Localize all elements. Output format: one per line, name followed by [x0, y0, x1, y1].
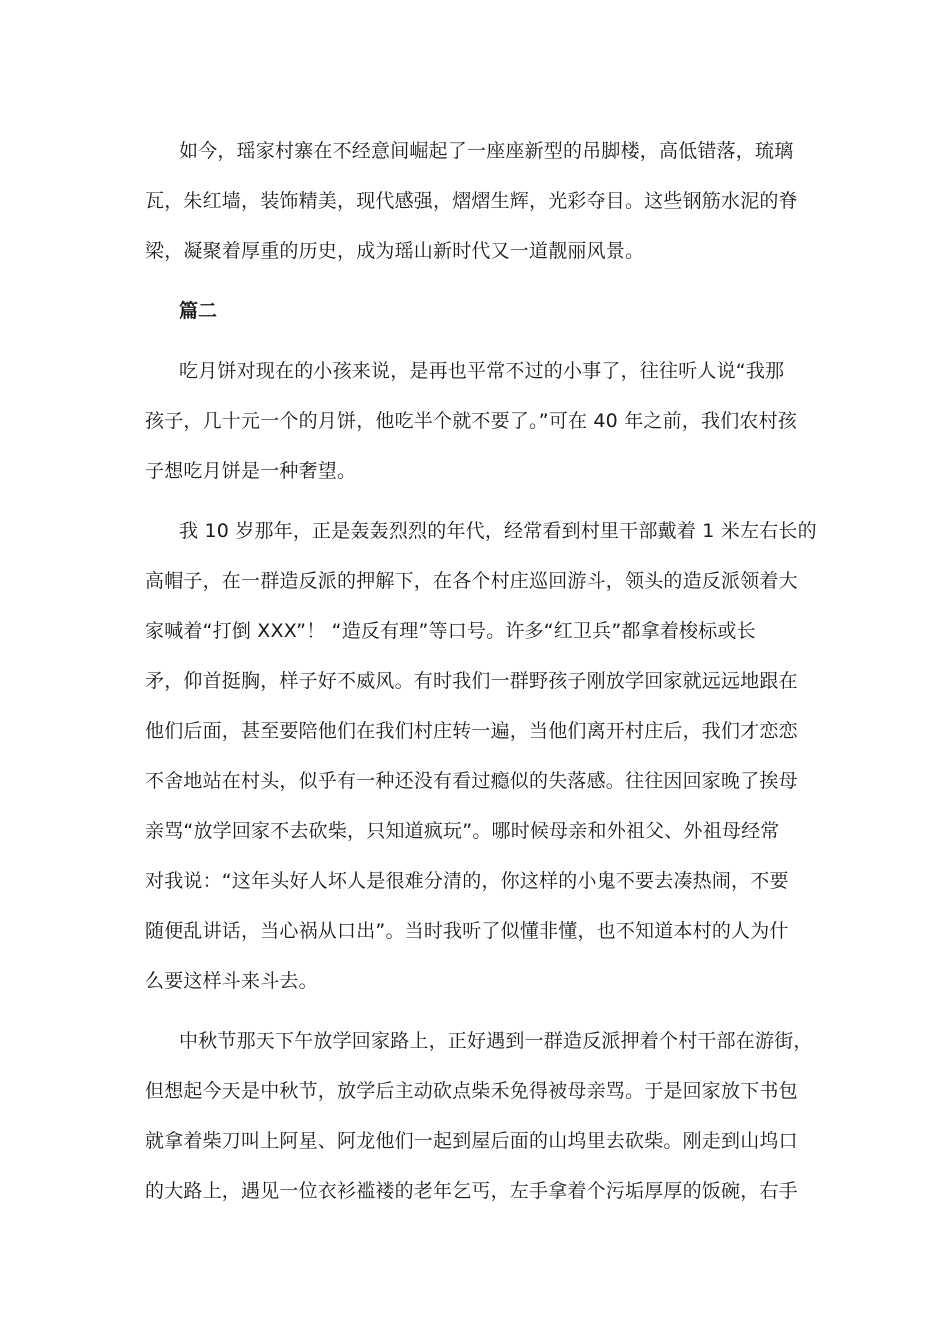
paragraph-line: 家喊着“打倒 XXX”！ “造反有理”等口号。许多“红卫兵”都拿着梭标或长 [145, 620, 756, 642]
paragraph-line: 中秋节那天下午放学回家路上，正好遇到一群造反派押着个村干部在游街， [179, 1030, 813, 1052]
paragraph-2 [145, 346, 810, 496]
paragraph-line: 子想吃月饼是一种奢望。 [145, 460, 357, 482]
paragraph-line: 不舍地站在村头，似乎有一种还没有看过瘾似的失落感。往往因回家晚了挨母 [145, 770, 798, 792]
paragraph-line: 他们后面，甚至要陪他们在我们村庄转一遍，当他们离开村庄后，我们才恋恋 [145, 720, 798, 742]
document-body [145, 126, 817, 1226]
paragraph-line: 矛，仰首挺胸，样子好不威风。有时我们一群野孩子刚放学回家就远远地跟在 [145, 670, 798, 692]
paragraph-line: 梁，凝聚着厚重的历史，成为瑶山新时代又一道靓丽风景。 [145, 240, 645, 262]
paragraph-line: 的大路上，遇见一位衣衫褴褛的老年乞丐，左手拿着个污垢厚厚的饭碗，右手 [145, 1180, 798, 1202]
paragraph-line: 高帽子，在一群造反派的押解下，在各个村庄巡回游斗，领头的造反派领着大 [145, 570, 798, 592]
paragraph-1 [145, 126, 810, 276]
paragraph-line: 如今，瑶家村寨在不经意间崛起了一座座新型的吊脚楼，高低错落，琉璃 [179, 140, 794, 162]
paragraph-line: 随便乱讲话，当心祸从口出”。当时我听了似懂非懂，也不知道本村的人为什 [145, 920, 789, 942]
paragraph-line: 瓦，朱红墙，装饰精美，现代感强，熠熠生辉，光彩夺目。这些钢筋水泥的脊 [145, 190, 798, 212]
paragraph-line: 亲骂“放学回家不去砍柴，只知道疯玩”。哪时候母亲和外祖父、外祖母经常 [145, 820, 780, 842]
paragraph-3 [145, 506, 817, 1006]
paragraph-line: 我 10 岁那年，正是轰轰烈烈的年代，经常看到村里干部戴着 1 米左右长的 [179, 520, 817, 542]
paragraph-line: 对我说：“这年头好人坏人是很难分清的，你这样的小鬼不要去凑热闹，不要 [145, 870, 789, 892]
paragraph-line: 就拿着柴刀叫上阿星、阿龙他们一起到屋后面的山坞里去砍柴。刚走到山坞口 [145, 1130, 798, 1152]
paragraph-line: 但想起今天是中秋节，放学后主动砍点柴禾免得被母亲骂。于是回家放下书包 [145, 1080, 798, 1102]
section-heading: 篇二 [179, 300, 218, 322]
paragraph-line: 孩子，几十元一个的月饼，他吃半个就不要了。”可在 40 年之前，我们农村孩 [145, 410, 798, 432]
paragraph-line: 吃月饼对现在的小孩来说，是再也平常不过的小事了，往往听人说“我那 [179, 360, 785, 382]
paragraph-line: 么要这样斗来斗去。 [145, 970, 318, 992]
paragraph-4 [145, 1016, 813, 1216]
